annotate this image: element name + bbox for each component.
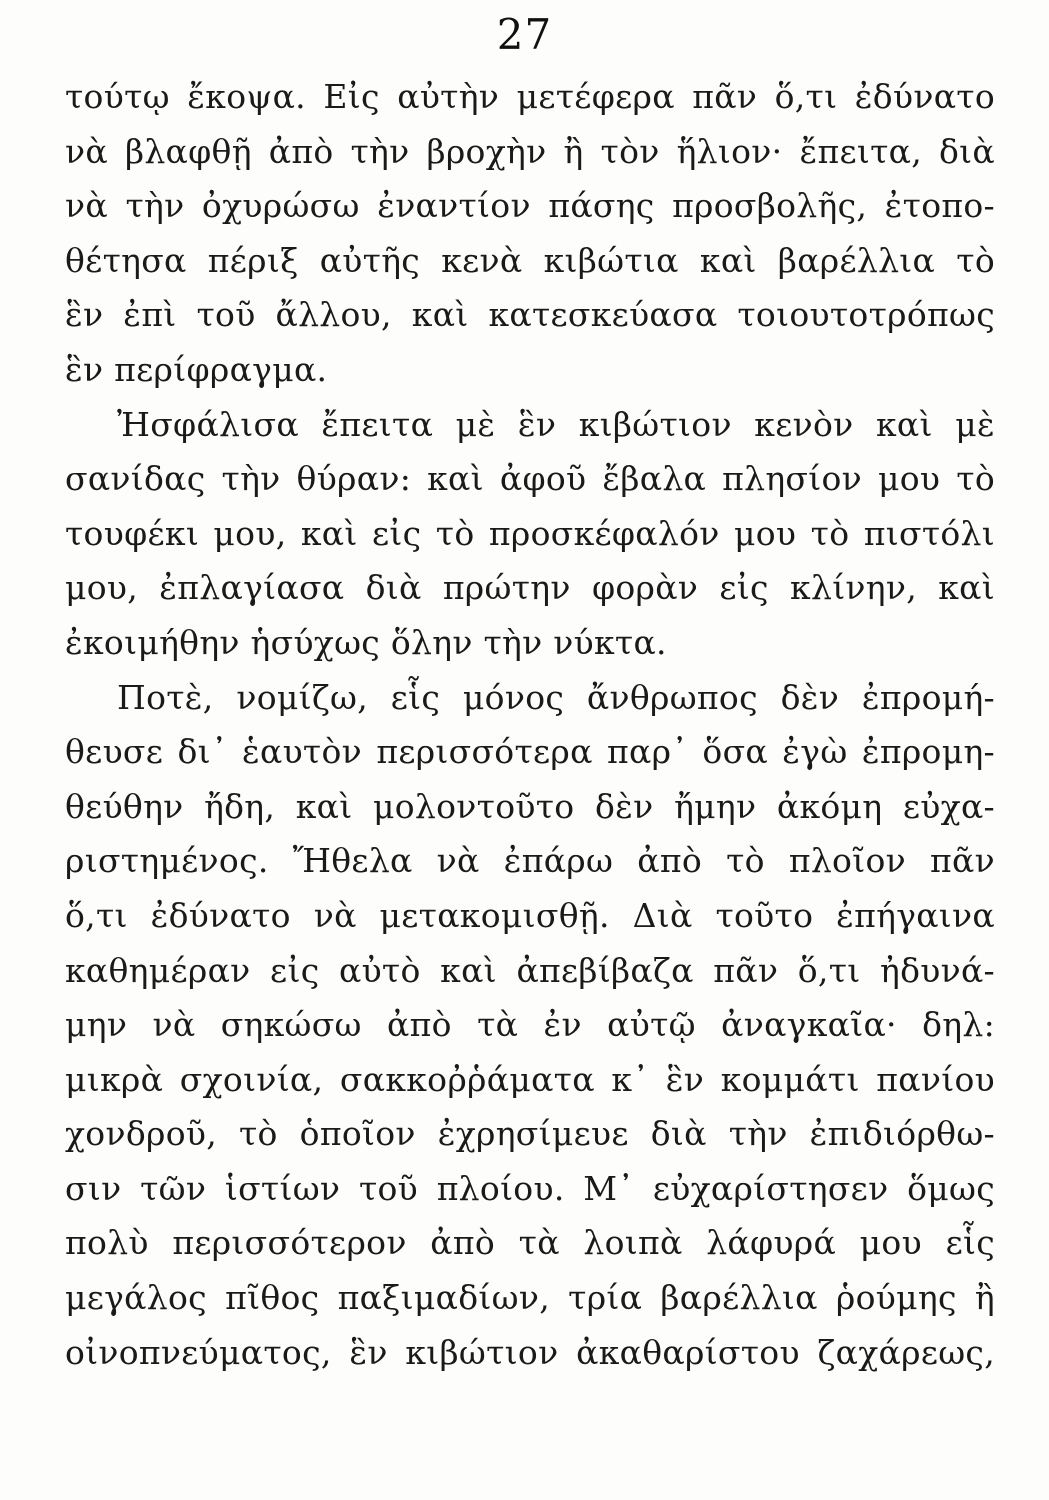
text-line: ἓν περίφραγμα. bbox=[65, 349, 328, 389]
text-line: τουφέκι μου, καὶ εἰς τὸ προσκέφαλόν μου τὸ πιστόλι bbox=[65, 513, 995, 553]
text-line: ἓν ἐπὶ τοῦ ἄλλου, καὶ κατεσκεύασα τοιουτοτρόπως bbox=[65, 295, 995, 335]
text-line: Ἠσφάλισα ἔπειτα μὲ ἓν κιβώτιον κενὸν καὶ μὲ bbox=[117, 404, 995, 444]
text-line: ὅ,τι ἐδύνατο νὰ μετακομισθῇ. Διὰ τοῦτο ἐπήγαινα bbox=[65, 895, 995, 935]
text-line: καθημέραν εἰς αὐτὸ καὶ ἀπεβίβαζα πᾶν ὅ,τι ἠδυνά- bbox=[65, 950, 995, 990]
page-number: 27 bbox=[496, 10, 553, 59]
text-line: μεγάλος πῖθος παξιμαδίων, τρία βαρέλλια ῥούμης ἢ bbox=[65, 1278, 995, 1318]
text-line: νὰ τὴν ὀχυρώσω ἐναντίον πάσης προσβολῆς, ἐτοπο- bbox=[65, 186, 995, 226]
paragraph-2 bbox=[65, 398, 995, 671]
text-line: τούτῳ ἔκοψα. Εἰς αὐτὴν μετέφερα πᾶν ὅ,τι ἐδύνατο bbox=[65, 77, 995, 116]
text-body bbox=[65, 70, 995, 1380]
text-line: μην νὰ σηκώσω ἀπὸ τὰ ἐν αὐτῷ ἀναγκαῖα· δηλ: bbox=[65, 1005, 995, 1045]
text-line: πολὺ περισσότερον ἀπὸ τὰ λοιπὰ λάφυρά μου εἷς bbox=[65, 1223, 995, 1263]
text-line: νὰ βλαφθῇ ἀπὸ τὴν βροχὴν ἢ τὸν ἥλιον· ἔπειτα, διὰ bbox=[65, 131, 995, 171]
text-line: σανίδας τὴν θύραν: καὶ ἀφοῦ ἔβαλα πλησίον μου τὸ bbox=[65, 459, 995, 499]
paragraph-1 bbox=[65, 70, 995, 398]
text-line: μικρὰ σχοινία, σακκοῤῥάματα κ᾽ ἓν κομμάτι πανίου bbox=[65, 1059, 995, 1099]
text-line: θευσε δι᾽ ἑαυτὸν περισσότερα παρ᾽ ὅσα ἐγὼ ἐπρομη- bbox=[65, 732, 995, 772]
text-line: ἐκοιμήθην ἡσύχως ὅλην τὴν νύκτα. bbox=[65, 622, 667, 662]
text-line: μου, ἐπλαγίασα διὰ πρώτην φορὰν εἰς κλίνην, καὶ bbox=[65, 568, 995, 608]
text-line: θέτησα πέριξ αὐτῆς κενὰ κιβώτια καὶ βαρέλλια τὸ bbox=[65, 240, 995, 280]
text-line: οἰνοπνεύματος, ἓν κιβώτιον ἀκαθαρίστου ζαχάρεως, bbox=[65, 1332, 995, 1372]
paragraph-3 bbox=[65, 671, 995, 1381]
text-line: Ποτὲ, νομίζω, εἷς μόνος ἄνθρωπος δὲν ἐπρομή- bbox=[117, 677, 995, 717]
text-line: ριστημένος. Ἤθελα νὰ ἐπάρω ἀπὸ τὸ πλοῖον πᾶν bbox=[65, 841, 995, 881]
text-line: χονδροῦ, τὸ ὁποῖον ἐχρησίμευε διὰ τὴν ἐπιδιόρθω- bbox=[65, 1114, 995, 1154]
text-line: θεύθην ἤδη, καὶ μολοντοῦτο δὲν ἤμην ἀκόμη εὐχα- bbox=[65, 786, 995, 826]
text-line: σιν τῶν ἱστίων τοῦ πλοίου. Μ᾽ εὐχαρίστησεν ὅμως bbox=[65, 1168, 995, 1208]
